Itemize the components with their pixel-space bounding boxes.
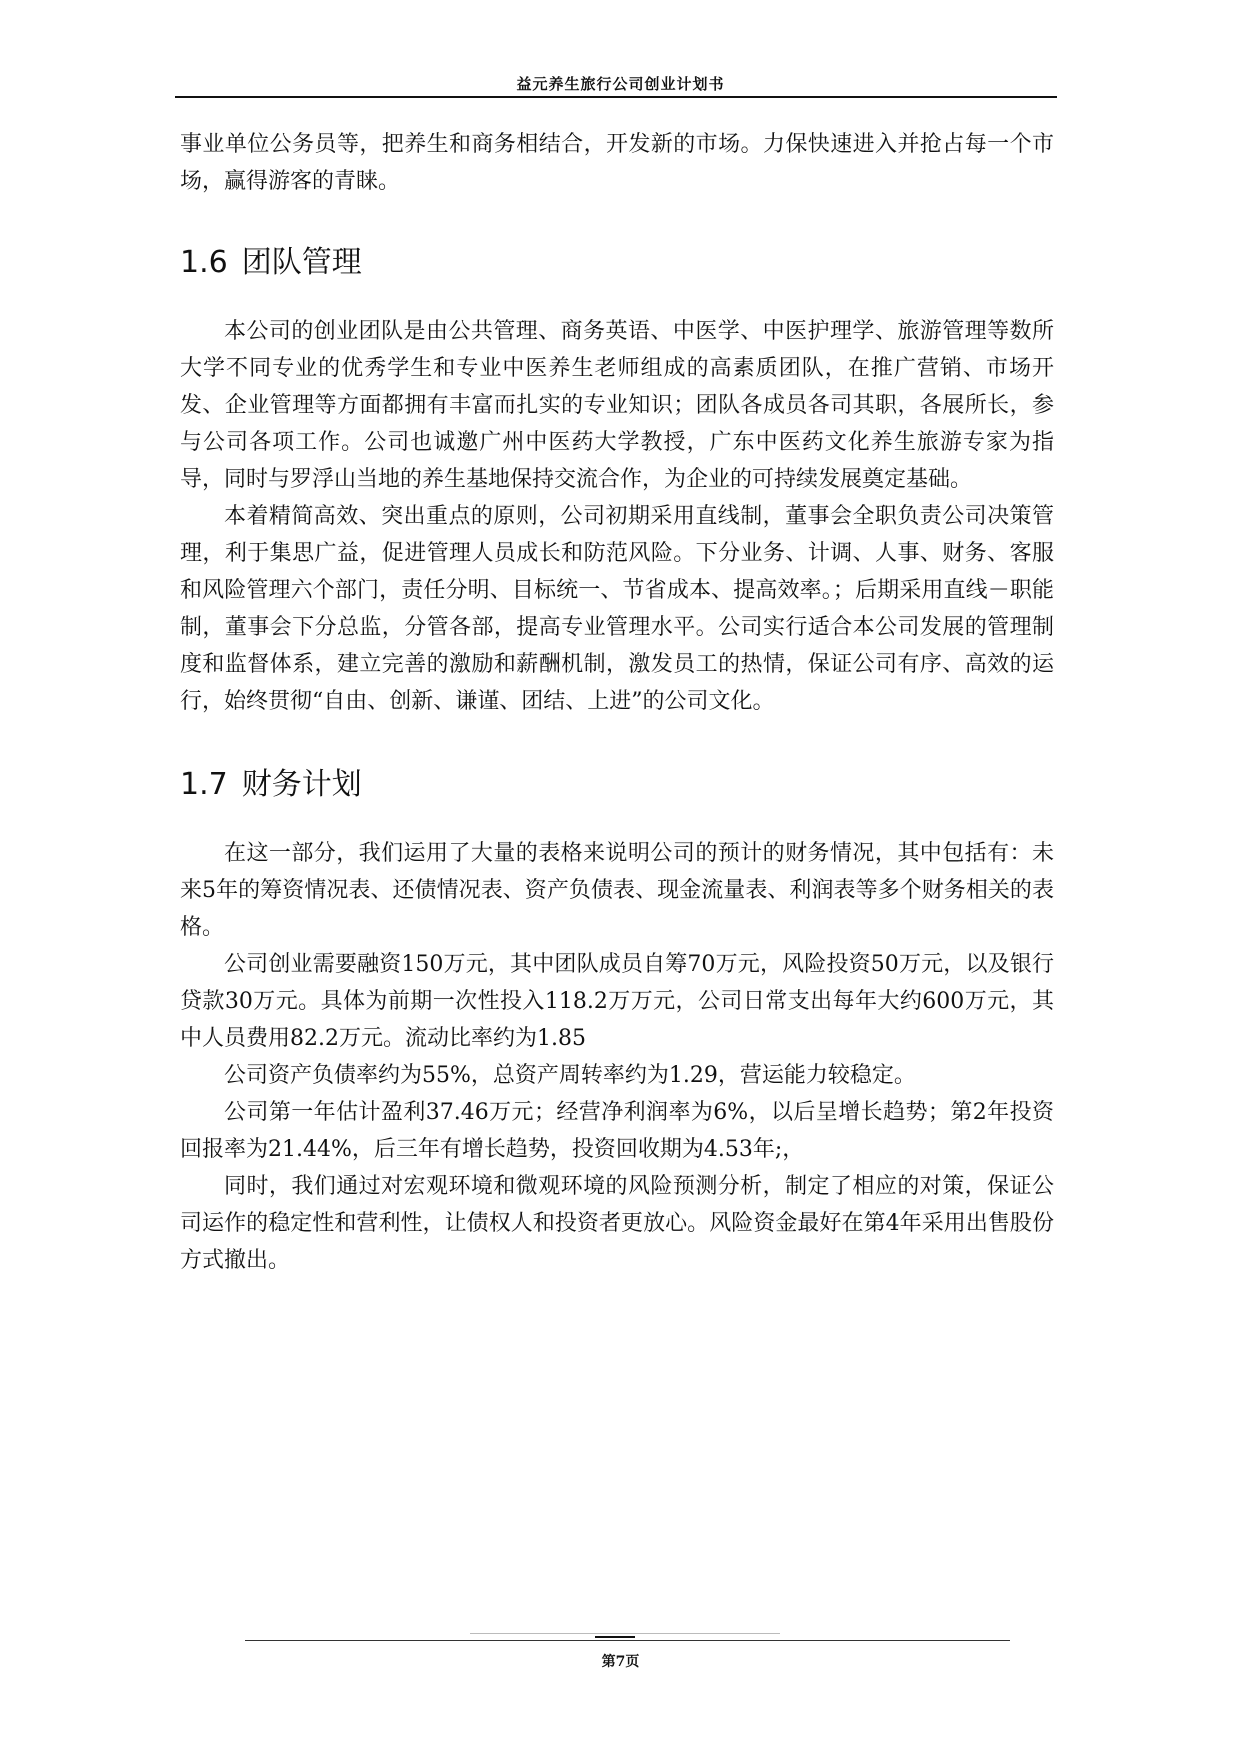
page-body <box>180 126 1054 1279</box>
section-number: 1.6 <box>180 245 228 280</box>
intro-paragraph: 事业单位公务员等，把养生和商务相结合，开发新的市场。力保快速进入并抢占每一个市场，赢得游客的青睐。 <box>180 132 1054 194</box>
section-heading-financial-plan <box>180 765 1054 805</box>
footer-rule-short <box>595 1636 635 1638</box>
section-title: 财务计划 <box>241 767 362 802</box>
page-number: 第7页 <box>601 1654 640 1670</box>
section-heading-team-management <box>180 243 1054 283</box>
finance-paragraph-3: 公司资产负债率约为55%，总资产周转率约为1.29，营运能力较稳定。 <box>224 1063 916 1088</box>
section-title: 团队管理 <box>241 245 362 280</box>
header-rule <box>175 96 1057 98</box>
footer-rule <box>245 1640 1010 1641</box>
footer-rule-faint <box>470 1633 780 1634</box>
team-paragraph-1: 本公司的创业团队是由公共管理、商务英语、中医学、中医护理学、旅游管理等数所大学不同专业的优秀学生和专业中医养生老师组成的高素质团队，在推广营销、市场开发、企业管理等方面都拥有丰富而扎实的专业知识；团队各成员各司其职，各展所长，参与公司各项工作。公司也诚邀广州中医药大学教授，广东中医药文化养生旅游专家为指导，同时与罗浮山当地的养生基地保持交流合作，为企业的可持续发展奠定基础。 <box>180 319 1054 492</box>
finance-paragraph-4: 公司第一年估计盈利37.46万元；经营净利润率为6%，以后呈增长趋势；第2年投资回报率为21.44%，后三年有增长趋势，投资回收期为4.53年;， <box>180 1100 1054 1162</box>
running-header-title: 益元养生旅行公司创业计划书 <box>516 75 725 93</box>
finance-paragraph-5: 同时，我们通过对宏观环境和微观环境的风险预测分析，制定了相应的对策，保证公司运作的稳定性和营利性，让债权人和投资者更放心。风险资金最好在第4年采用出售股份方式撤出。 <box>180 1174 1054 1273</box>
team-paragraph-2: 本着精简高效、突出重点的原则，公司初期采用直线制，董事会全职负责公司决策管理，利于集思广益，促进管理人员成长和防范风险。下分业务、计调、人事、财务、客服和风险管理六个部门，责任分明、目标统一、节省成本、提高效率。；后期采用直线－职能制，董事会下分总监，分管各部，提高专业管理水平。公司实行适合本公司发展的管理制度和监督体系，建立完善的激励和薪酬机制，激发员工的热情，保证公司有序、高效的运行，始终贯彻“自由、创新、谦谨、团结、上进”的公司文化。 <box>180 504 1054 714</box>
finance-paragraph-1: 在这一部分，我们运用了大量的表格来说明公司的预计的财务情况，其中包括有：未来5年的筹资情况表、还债情况表、资产负债表、现金流量表、利润表等多个财务相关的表格。 <box>180 841 1054 940</box>
section-number: 1.7 <box>180 767 228 802</box>
finance-paragraph-2: 公司创业需要融资150万元，其中团队成员自筹70万元，风险投资50万元，以及银行贷款30万元。具体为前期一次性投入118.2万万元，公司日常支出每年大约600万元，其中人员费用82.2万元。流动比率约为1.85 <box>180 952 1054 1051</box>
